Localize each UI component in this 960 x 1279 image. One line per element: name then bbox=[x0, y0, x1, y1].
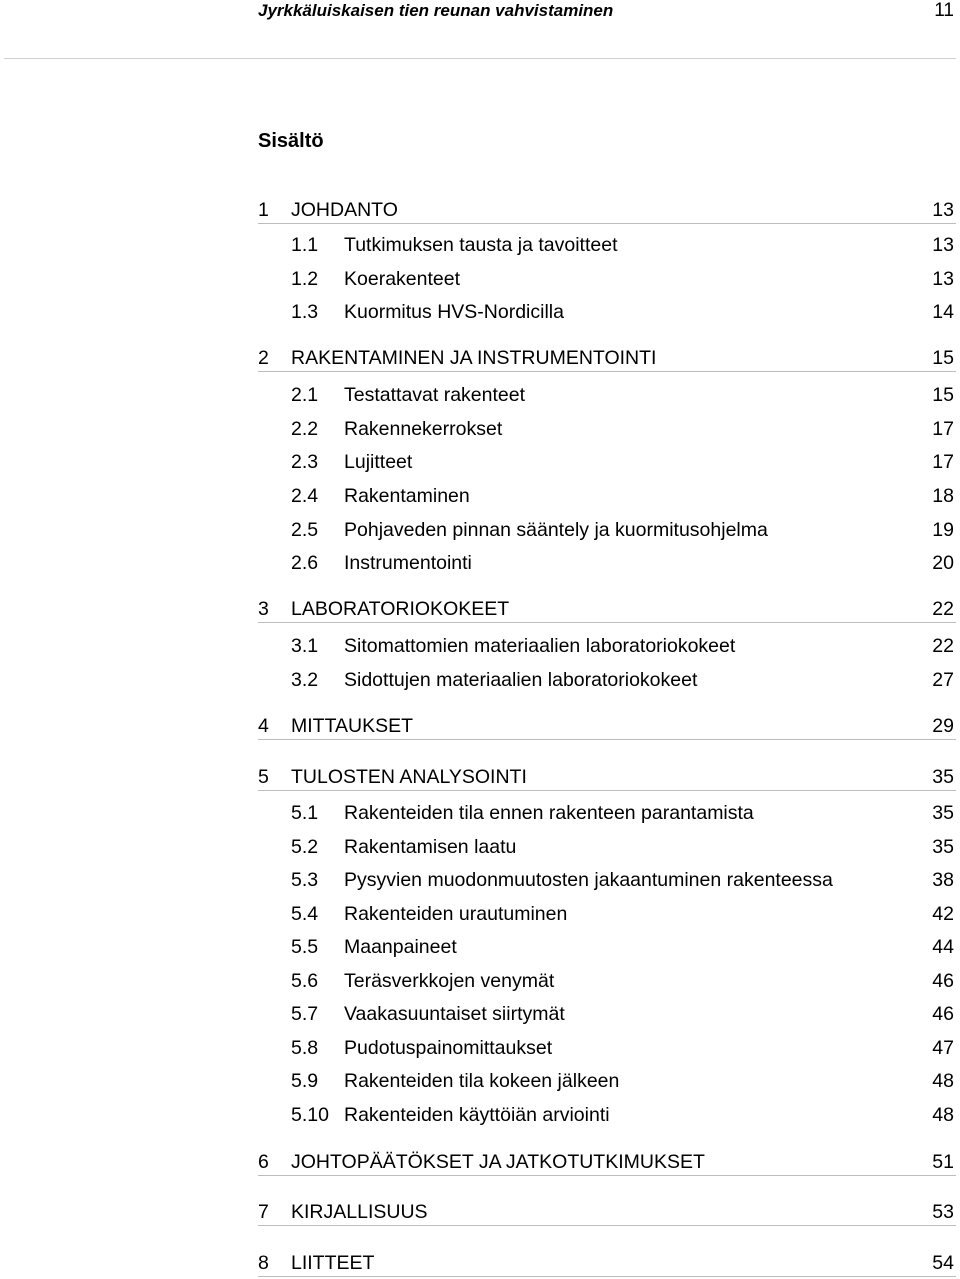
toc-chapter[interactable] bbox=[258, 197, 956, 224]
toc-page: 46 bbox=[932, 970, 954, 992]
toc-section[interactable] bbox=[291, 834, 956, 860]
toc-title: Lujitteet bbox=[344, 451, 413, 473]
toc-page: 35 bbox=[932, 836, 954, 858]
toc-title: LIITTEET bbox=[291, 1252, 375, 1274]
toc-page: 48 bbox=[932, 1070, 954, 1092]
toc-page: 14 bbox=[932, 301, 954, 323]
toc-title: MITTAUKSET bbox=[291, 715, 414, 737]
toc-title: Rakenteiden tila kokeen jälkeen bbox=[344, 1070, 620, 1092]
toc-number: 2.3 bbox=[291, 451, 319, 473]
toc-section[interactable] bbox=[291, 483, 956, 509]
toc-section[interactable] bbox=[291, 1068, 956, 1094]
toc-number: 5.5 bbox=[291, 936, 319, 958]
toc-title: Rakennekerrokset bbox=[344, 418, 503, 440]
toc-page: 42 bbox=[932, 903, 954, 925]
toc-section[interactable] bbox=[291, 1035, 956, 1061]
toc-section[interactable] bbox=[291, 633, 956, 659]
toc-number: 2.6 bbox=[291, 552, 319, 574]
toc-page: 54 bbox=[932, 1252, 954, 1274]
toc-number: 3 bbox=[258, 598, 269, 620]
toc-number: 5.1 bbox=[291, 802, 319, 824]
toc-page: 13 bbox=[932, 199, 954, 221]
toc-title: JOHTOPÄÄTÖKSET JA JATKOTUTKIMUKSET bbox=[291, 1151, 705, 1173]
toc-number: 5.2 bbox=[291, 836, 319, 858]
toc-number: 5.10 bbox=[291, 1104, 329, 1126]
toc-number: 2.4 bbox=[291, 485, 319, 507]
toc-section[interactable] bbox=[291, 517, 956, 543]
toc-title: TULOSTEN ANALYSOINTI bbox=[291, 766, 527, 788]
toc-page: 18 bbox=[932, 485, 954, 507]
toc-page: 15 bbox=[932, 347, 954, 369]
toc-number: 5 bbox=[258, 766, 269, 788]
toc-title: LABORATORIOKOKEET bbox=[291, 598, 510, 620]
toc-page: 17 bbox=[932, 451, 954, 473]
toc-title: Pohjaveden pinnan sääntely ja kuormitusohjelma bbox=[344, 519, 768, 541]
toc-section[interactable] bbox=[291, 299, 956, 325]
toc-number: 6 bbox=[258, 1151, 269, 1173]
toc-title: Kuormitus HVS-Nordicilla bbox=[344, 301, 564, 323]
toc-section[interactable] bbox=[291, 1102, 956, 1128]
toc-title: Rakentamisen laatu bbox=[344, 836, 517, 858]
toc-number: 5.8 bbox=[291, 1037, 319, 1059]
header-divider bbox=[4, 58, 956, 59]
toc-title: Instrumentointi bbox=[344, 552, 472, 574]
toc-section[interactable] bbox=[291, 968, 956, 994]
toc-title: Koerakenteet bbox=[344, 268, 461, 290]
toc-chapter[interactable] bbox=[258, 1149, 956, 1176]
toc-chapter[interactable] bbox=[258, 596, 956, 623]
toc-number: 5.6 bbox=[291, 970, 319, 992]
toc-number: 2 bbox=[258, 347, 269, 369]
toc-section[interactable] bbox=[291, 266, 956, 292]
toc-title: Pudotuspainomittaukset bbox=[344, 1037, 553, 1059]
toc-number: 2.1 bbox=[291, 384, 319, 406]
toc-page: 22 bbox=[932, 635, 954, 657]
toc-section[interactable] bbox=[291, 1001, 956, 1027]
toc-title: Rakenteiden tila ennen rakenteen parantamista bbox=[344, 802, 754, 824]
toc-section[interactable] bbox=[291, 416, 956, 442]
toc-number: 1.3 bbox=[291, 301, 319, 323]
toc-section[interactable] bbox=[291, 800, 956, 826]
toc-number: 5.3 bbox=[291, 869, 319, 891]
toc-page: 27 bbox=[932, 669, 954, 691]
toc-number: 7 bbox=[258, 1201, 269, 1223]
toc-title: Rakentaminen bbox=[344, 485, 470, 507]
toc-section[interactable] bbox=[291, 934, 956, 960]
toc-title: Maanpaineet bbox=[344, 936, 457, 958]
toc-section[interactable] bbox=[291, 449, 956, 475]
toc-page: 51 bbox=[932, 1151, 954, 1173]
toc-title: Vaakasuuntaiset siirtymät bbox=[344, 1003, 565, 1025]
toc-section[interactable] bbox=[291, 667, 956, 693]
toc-page: 17 bbox=[932, 418, 954, 440]
toc-number: 4 bbox=[258, 715, 269, 737]
toc-number: 3.2 bbox=[291, 669, 319, 691]
toc-chapter[interactable] bbox=[258, 345, 956, 372]
toc-heading: Sisältö bbox=[258, 130, 324, 152]
toc-page: 13 bbox=[932, 234, 954, 256]
toc-number: 8 bbox=[258, 1252, 269, 1274]
toc-number: 1 bbox=[258, 199, 269, 221]
toc-number: 5.4 bbox=[291, 903, 319, 925]
toc-title: Rakenteiden käyttöiän arviointi bbox=[344, 1104, 610, 1126]
toc-section[interactable] bbox=[291, 901, 956, 927]
toc-chapter[interactable] bbox=[258, 713, 956, 740]
toc-page: 53 bbox=[932, 1201, 954, 1223]
toc-page: 46 bbox=[932, 1003, 954, 1025]
toc-title: Sidottujen materiaalien laboratoriokokeet bbox=[344, 669, 698, 691]
toc-page: 19 bbox=[932, 519, 954, 541]
toc-page: 20 bbox=[932, 552, 954, 574]
toc-title: Teräsverkkojen venymät bbox=[344, 970, 555, 992]
toc-number: 1.1 bbox=[291, 234, 319, 256]
toc-page: 38 bbox=[932, 869, 954, 891]
toc-title: RAKENTAMINEN JA INSTRUMENTOINTI bbox=[291, 347, 657, 369]
toc-chapter[interactable] bbox=[258, 1250, 956, 1277]
toc-page: 35 bbox=[932, 802, 954, 824]
toc-title: Rakenteiden urautuminen bbox=[344, 903, 568, 925]
toc-title: Pysyvien muodonmuutosten jakaantuminen rakenteessa bbox=[344, 869, 833, 891]
toc-number: 5.7 bbox=[291, 1003, 319, 1025]
toc-section[interactable] bbox=[291, 867, 956, 893]
toc-chapter[interactable] bbox=[258, 764, 956, 791]
toc-section[interactable] bbox=[291, 232, 956, 258]
toc-title: KIRJALLISUUS bbox=[291, 1201, 428, 1223]
document-title: Jyrkkäluiskaisen tien reunan vahvistaminen bbox=[258, 1, 614, 20]
toc-page: 15 bbox=[932, 384, 954, 406]
toc-page: 22 bbox=[932, 598, 954, 620]
toc-section[interactable] bbox=[291, 550, 956, 576]
toc-number: 2.5 bbox=[291, 519, 319, 541]
toc-page: 47 bbox=[932, 1037, 954, 1059]
toc-chapter[interactable] bbox=[258, 1199, 956, 1226]
toc-number: 2.2 bbox=[291, 418, 319, 440]
toc-page: 13 bbox=[932, 268, 954, 290]
toc-title: Testattavat rakenteet bbox=[344, 384, 526, 406]
toc-page: 35 bbox=[932, 766, 954, 788]
toc-page: 29 bbox=[932, 715, 954, 737]
toc-number: 5.9 bbox=[291, 1070, 319, 1092]
toc-page: 48 bbox=[932, 1104, 954, 1126]
toc-title: JOHDANTO bbox=[291, 199, 398, 221]
toc-number: 1.2 bbox=[291, 268, 319, 290]
page-number: 11 bbox=[934, 0, 954, 21]
toc-section[interactable] bbox=[291, 382, 956, 408]
toc-title: Tutkimuksen tausta ja tavoitteet bbox=[344, 234, 618, 256]
toc-number: 3.1 bbox=[291, 635, 319, 657]
toc-page: 44 bbox=[932, 936, 954, 958]
toc-title: Sitomattomien materiaalien laboratoriokokeet bbox=[344, 635, 736, 657]
